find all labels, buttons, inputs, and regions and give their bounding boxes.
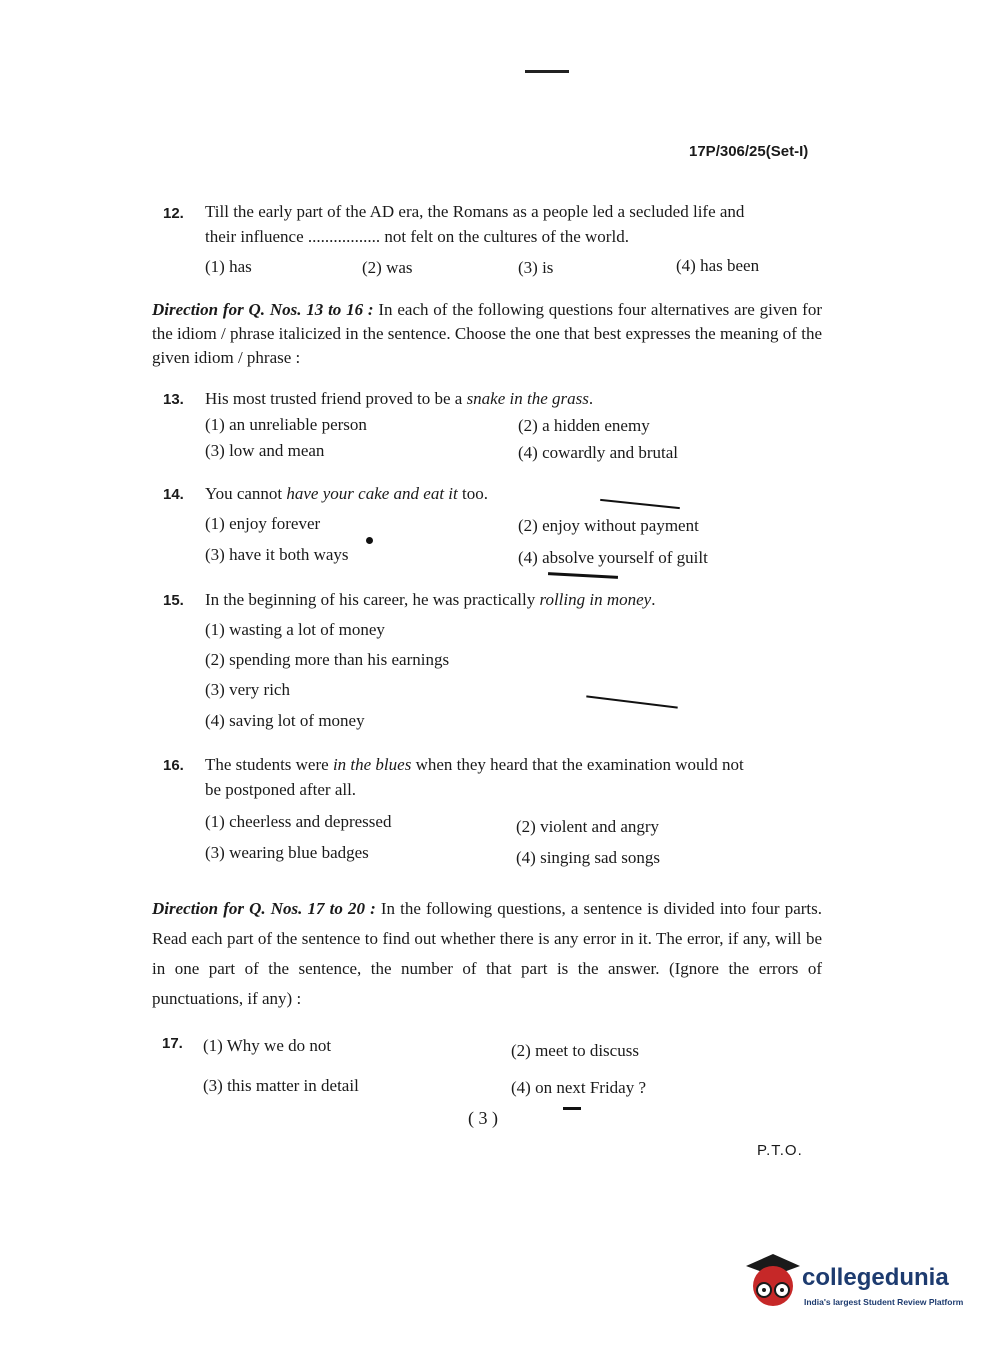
direction-13-16-text: In each of the following questions four alternatives are given for the idiom / phrase italicized in the sentence. Choose the one that best expresses the meaning of the given idiom / phrase : — [152, 300, 823, 367]
q13-option-3: (3) low and mean — [205, 441, 325, 460]
page-number: ( 3 ) — [468, 1108, 498, 1128]
q14-option-4: (4) absolve yourself of guilt — [518, 548, 708, 567]
q16-option-3: (3) wearing blue badges — [205, 843, 369, 862]
direction-17-20-label: Direction for Q. Nos. 17 to 20 : — [152, 899, 376, 918]
direction-17-20 — [152, 894, 822, 1014]
q17-part-4: (4) on next Friday ? — [511, 1078, 647, 1097]
q16-option-1: (1) cheerless and depressed — [205, 812, 392, 831]
q13-option-1: (1) an unreliable person — [205, 415, 367, 434]
q13-number: 13. — [163, 391, 184, 408]
q15-option-2: (2) spending more than his earnings — [205, 650, 450, 669]
scan-mark — [563, 1107, 581, 1110]
scan-mark — [586, 695, 678, 708]
q15-stem: In the beginning of his career, he was practically rolling in money. — [205, 590, 656, 609]
q15-option-3: (3) very rich — [205, 680, 290, 699]
direction-13-16-label: Direction for Q. Nos. 13 to 16 : — [152, 300, 374, 319]
q12-option-4: (4) has been — [676, 256, 760, 275]
q12-option-1: (1) has — [205, 257, 252, 276]
q14-stem: You cannot have your cake and eat it too. — [205, 484, 488, 503]
scan-mark — [600, 499, 680, 509]
logo-tagline: India's largest Student Review Platform — [804, 1297, 964, 1307]
q14-number: 14. — [163, 486, 184, 503]
q16-option-4: (4) singing sad songs — [516, 848, 661, 867]
q13-option-4: (4) cowardly and brutal — [518, 443, 679, 462]
q12-line1: Till the early part of the AD era, the Romans as a people led a secluded life and — [205, 202, 745, 221]
q17-part-2: (2) meet to discuss — [511, 1041, 639, 1060]
q16-stem: The students were in the blues when they heard that the examination would not — [205, 755, 744, 774]
q17-number: 17. — [162, 1035, 183, 1052]
q17-part-1: (1) Why we do not — [203, 1036, 332, 1055]
direction-17-20-text: In the following questions, a sentence is divided into four parts. Read each part of the sentence to find out whether there is any error in it. The error, if any, will be in one part of the sentence, the number of that part is the answer. (Ignore the errors of punctuations, if any) : — [152, 899, 822, 1008]
q14-option-1: (1) enjoy forever — [205, 514, 321, 533]
scan-dot — [366, 537, 373, 544]
q16-option-2: (2) violent and angry — [516, 817, 660, 836]
scan-mark — [548, 572, 618, 579]
q15-number: 15. — [163, 592, 184, 609]
q13-stem: His most trusted friend proved to be a snake in the grass. — [205, 389, 594, 408]
pto-label: P.T.O. — [757, 1142, 803, 1159]
q13-option-2: (2) a hidden enemy — [518, 416, 650, 435]
q15-option-4: (4) saving lot of money — [205, 711, 365, 730]
q12-option-2: (2) was — [362, 258, 413, 277]
q17-part-3: (3) this matter in detail — [203, 1076, 359, 1095]
q16-number: 16. — [163, 757, 184, 774]
q12-number: 12. — [163, 205, 184, 222]
q14-option-3: (3) have it both ways — [205, 545, 349, 564]
q12-line2: their influence ................. not felt on the cultures of the world. — [205, 227, 629, 246]
direction-13-16 — [152, 298, 822, 370]
q16-line2: be postponed after all. — [205, 780, 357, 799]
q12-option-3: (3) is — [518, 258, 554, 277]
mascot-icon — [742, 1250, 804, 1312]
logo-name: collegedunia — [802, 1264, 949, 1291]
q15-option-1: (1) wasting a lot of money — [205, 620, 385, 639]
paper-code: 17P/306/25(Set-I) — [689, 143, 809, 160]
top-dash — [525, 70, 569, 73]
q14-option-2: (2) enjoy without payment — [518, 516, 699, 535]
